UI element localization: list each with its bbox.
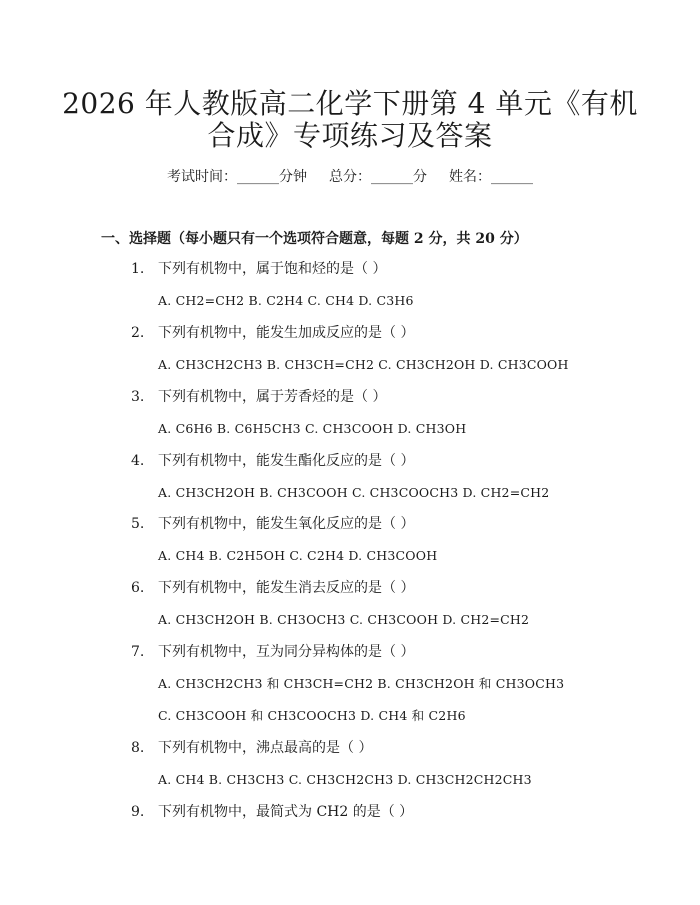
question-options: A. CH3CH2CH3 和 CH3CH=CH2 B. CH3CH2OH 和 CH3OCH3 bbox=[158, 676, 565, 691]
question-text: 下列有机物中，最简式为 CH2 的是（ ） bbox=[158, 804, 414, 820]
section-heading: 一、选择题（每小题只有一个选项符合题意，每题 2 分，共 20 分） bbox=[101, 231, 528, 247]
document-title-line-2: 合成》专项练习及答案 bbox=[207, 119, 493, 152]
question-options: A. CH3CH2OH B. CH3OCH3 C. CH3COOH D. CH2=CH2 bbox=[158, 612, 530, 627]
question-text: 下列有机物中，互为同分异构体的是（ ） bbox=[158, 644, 415, 660]
question-text: 下列有机物中，沸点最高的是（ ） bbox=[158, 740, 373, 756]
document-title-line-1: 2026 年人教版高二化学下册第 4 单元《有机 bbox=[62, 87, 638, 120]
question-number: 3. bbox=[131, 389, 145, 405]
question-text: 下列有机物中，能发生加成反应的是（ ） bbox=[158, 325, 415, 341]
question-text: 下列有机物中，属于饱和烃的是（ ） bbox=[158, 261, 387, 277]
question-text: 下列有机物中，属于芳香烃的是（ ） bbox=[158, 389, 387, 405]
question-number: 8. bbox=[131, 740, 145, 756]
exam-time: 考试时间：______分钟 bbox=[167, 169, 307, 185]
question-number: 9. bbox=[131, 804, 145, 820]
question-number: 6. bbox=[131, 580, 145, 596]
question-options: A. CH2=CH2 B. C2H4 C. CH4 D. C3H6 bbox=[158, 293, 414, 308]
question-options: A. CH4 B. CH3CH3 C. CH3CH2CH3 D. CH3CH2CH2CH3 bbox=[158, 772, 532, 787]
question-number: 2. bbox=[131, 325, 145, 341]
question-number: 7. bbox=[131, 644, 145, 660]
question-number: 5. bbox=[131, 516, 145, 532]
exam-name: 姓名：______ bbox=[449, 169, 533, 185]
exam-meta bbox=[0, 166, 700, 188]
question-options: A. C6H6 B. C6H5CH3 C. CH3COOH D. CH3OH bbox=[158, 421, 467, 436]
question-number: 4. bbox=[131, 453, 145, 469]
question-options: A. CH3CH2CH3 B. CH3CH=CH2 C. CH3CH2OH D. CH3COOH bbox=[158, 357, 569, 372]
question-number: 1. bbox=[131, 261, 145, 277]
question-text: 下列有机物中，能发生酯化反应的是（ ） bbox=[158, 453, 415, 469]
question-options: A. CH3CH2OH B. CH3COOH C. CH3COOCH3 D. CH2=CH2 bbox=[158, 485, 550, 500]
question-text: 下列有机物中，能发生氧化反应的是（ ） bbox=[158, 516, 415, 532]
question-text: 下列有机物中，能发生消去反应的是（ ） bbox=[158, 580, 415, 596]
exam-score: 总分：______分 bbox=[329, 169, 427, 185]
question-options: A. CH4 B. C2H5OH C. C2H4 D. CH3COOH bbox=[158, 548, 438, 563]
question-options: C. CH3COOH 和 CH3COOCH3 D. CH4 和 C2H6 bbox=[158, 708, 466, 723]
